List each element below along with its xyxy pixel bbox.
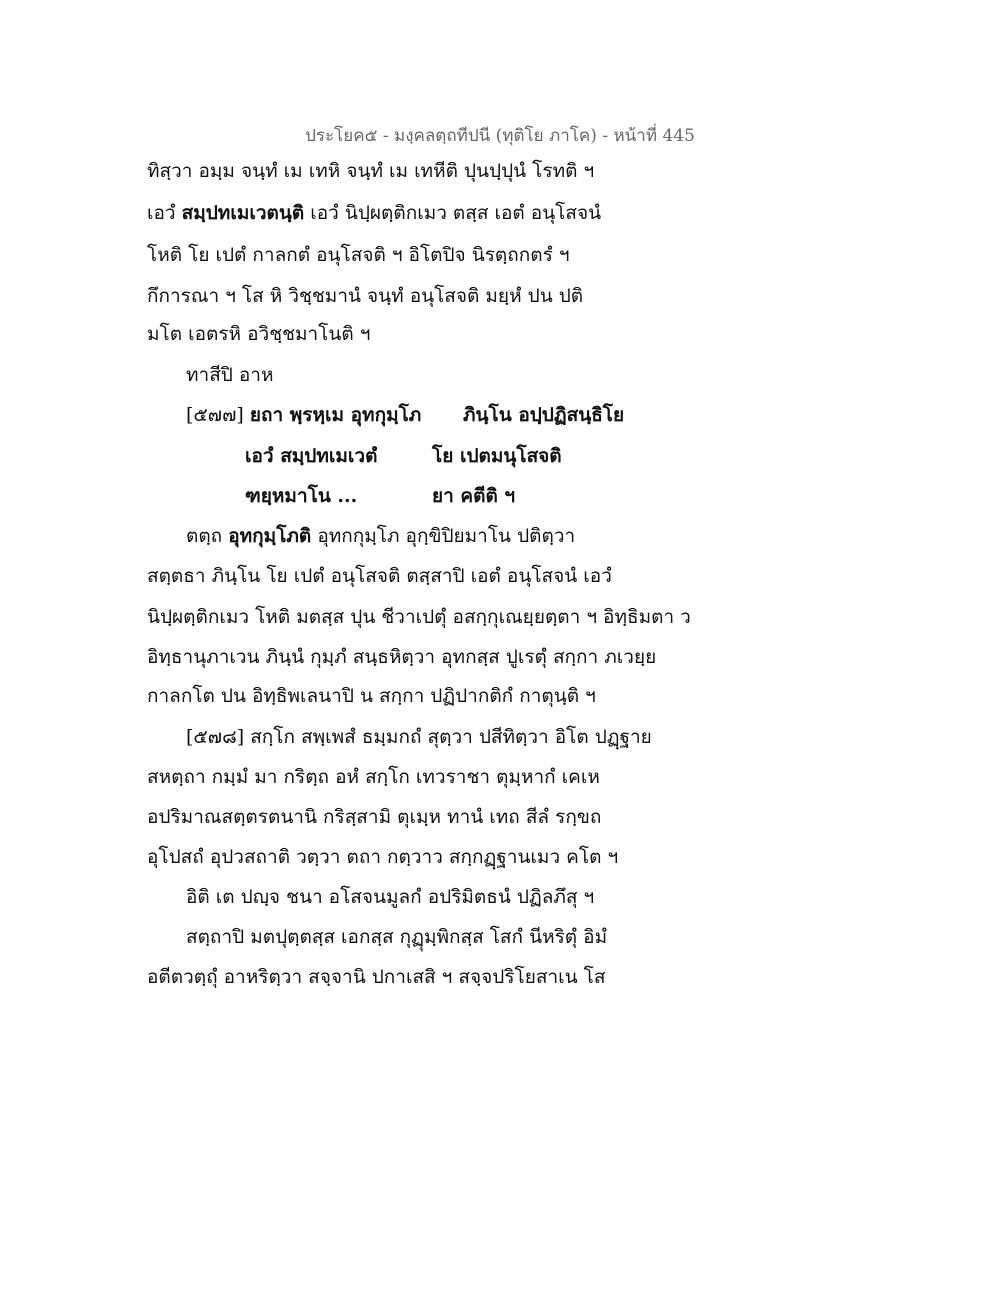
verse-line-3b: ยา คตีติ ฯ xyxy=(432,485,516,507)
text-line-4: กึการณา ฯ โส หิ วิชฺชมานํ จนฺทํ อนุโสจติ มยฺหํ ปน ปติ xyxy=(147,285,584,307)
text-line-17: อปริมาณสตฺตรตนานิ กริสฺสามิ ตุเมฺห ทานํ เทถ สีลํ รกฺขถ xyxy=(147,806,602,828)
text-line-16: สหตฺถา กมฺมํ มา กริตฺถ อหํ สกฺโก เทวราชา ตุมฺหากํ เคเห xyxy=(147,766,600,788)
text-line-10 xyxy=(186,522,575,550)
text-segment: ตตฺถ xyxy=(186,525,229,547)
text-line-15: [๕๗๘] สกฺโก สพฺเพสํ ธมฺมกถํ สุตฺวา ปสีทิตฺวา อิโต ปฏฺฐาย xyxy=(186,726,652,748)
bold-term: อุทกุมฺโภติ xyxy=(228,525,312,547)
text-line-1: ทิสฺวา อมฺม จนฺทํ เม เทหิ จนฺทํ เม เทหีติ ปุนปฺปุนํ โรทติ ฯ xyxy=(147,160,595,182)
text-line-6: ทาสีปิ อาห xyxy=(186,364,274,386)
text-line-13: อิทฺธานุภาเวน ภินฺนํ กุมฺภํ สนฺธหิตฺวา อุทกสฺส ปูเรตุํ สกฺกา ภเวยฺย xyxy=(147,646,657,668)
text-line-21: อตีตวตฺถุํ อาหริตฺวา สจฺจานิ ปกาเสสิ ฯ สจฺจปริโยสาเน โส xyxy=(147,966,606,988)
verse-line-2a: เอวํ สมฺปทเมเวตํ xyxy=(245,445,378,467)
verse-line-3a: ฑยฺหมาโน ... xyxy=(245,485,358,507)
text-line-11: สตฺตธา ภินฺโน โย เปตํ อนุโสจติ ตสฺสาปิ เอตํ อนุโสจนํ เอวํ xyxy=(147,565,612,587)
verse-text: ยถา พฺรหฺเม อุทกุมฺโภ xyxy=(249,404,422,426)
text-line-5: มโต เอตรหิ อวิชฺชมาโนติ ฯ xyxy=(147,323,371,345)
verse-number: [๕๗๗] xyxy=(186,404,250,426)
text-line-12: นิปฺผตฺติกเมว โหติ มตสฺส ปุน ชีวาเปตุํ อสกฺกุเณยฺยตฺตา ฯ อิทฺธิมตา ว xyxy=(147,606,691,628)
text-line-18: อุโปสถํ อุปวสถาติ วตฺวา ตถา กตฺวาว สกฺกฏฺฐานเมว คโต ฯ xyxy=(147,846,619,868)
text-segment: เอวํ นิปฺผตฺติกเมว ตสฺส เอตํ อนุโสจนํ xyxy=(304,202,602,224)
text-segment: อุทกกุมฺโภ อุกฺขิปิยมาโน ปติตฺวา xyxy=(311,525,576,547)
text-line-2 xyxy=(147,199,601,227)
verse-line-1 xyxy=(186,401,421,429)
bold-term: สมฺปทเมเวตนฺติ xyxy=(181,202,305,224)
text-line-14: กาลกโต ปน อิทฺธิพเลนาปิ น สกฺกา ปฏิปากติกํ กาตุนฺติ ฯ xyxy=(147,685,596,707)
verse-line-1b: ภินฺโน อปฺปฏิสนฺธิโย xyxy=(463,404,625,426)
page-header: ประโยค๕ - มงฺคลตฺถทีปนี (ทุติโย ภาโค) - หน้าที่ 445 xyxy=(305,126,695,146)
verse-line-2b: โย เปตมนุโสจติ xyxy=(432,445,562,467)
text-line-19: อิติ เต ปญฺจ ชนา อโสจนมูลกํ อปริมิตธนํ ปฏิลภึสุ ฯ xyxy=(186,886,595,908)
text-segment: เอวํ xyxy=(147,202,182,224)
text-line-3: โหติ โย เปตํ กาลกตํ อนุโสจติ ฯ อิโตปิจ นิรตฺถกตรํ ฯ xyxy=(147,244,570,266)
text-line-20: สตฺถาปิ มตปุตฺตสฺส เอกสฺส กุฏุมฺพิกสฺส โสกํ นีหริตุํ อิมํ xyxy=(186,926,608,948)
